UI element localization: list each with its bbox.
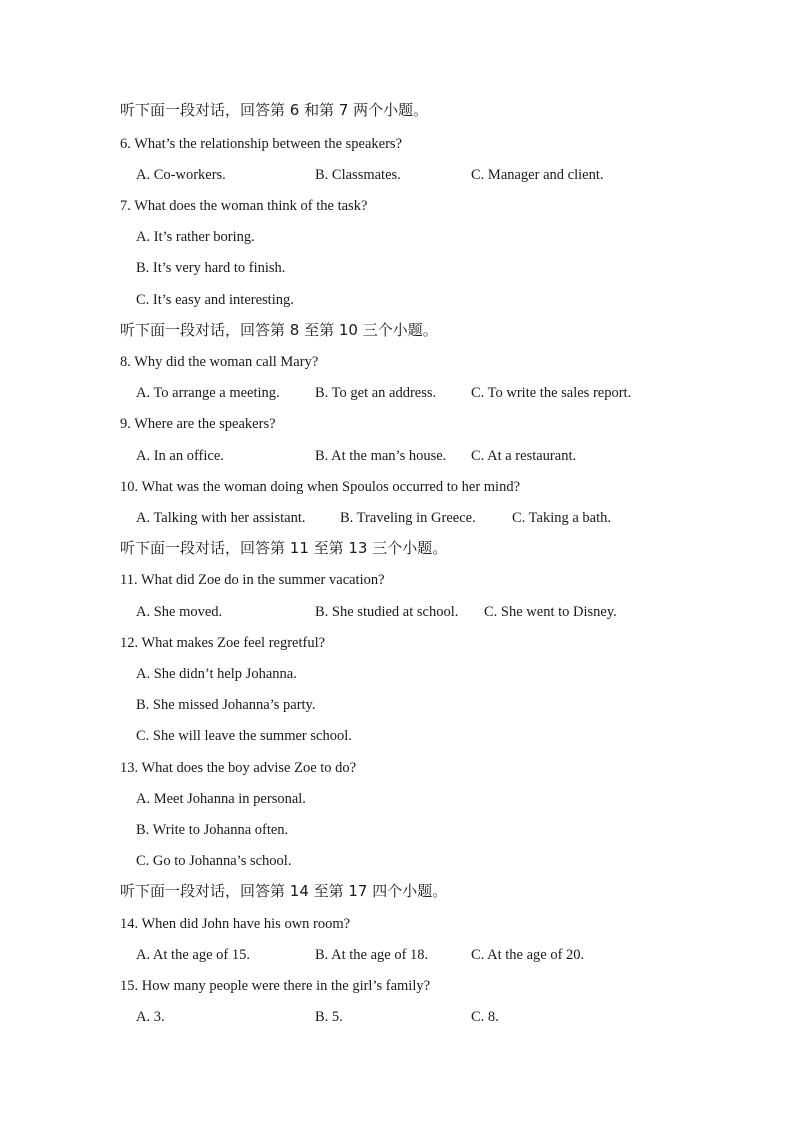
question-14: 14. When did John have his own room? <box>120 916 351 932</box>
option-c: C. She will leave the summer school. <box>136 728 352 744</box>
option-a: A. In an office. <box>136 448 224 464</box>
question-15: 15. How many people were there in the girl’s family? <box>120 978 431 994</box>
option-a: A. It’s rather boring. <box>136 229 255 245</box>
option-b: B. To get an address. <box>315 385 437 401</box>
option-c: C. She went to Disney. <box>484 604 617 620</box>
question-10: 10. What was the woman doing when Spoulos occurred to her mind? <box>120 479 521 495</box>
option-b: B. At the age of 18. <box>315 947 429 963</box>
option-c: C. Manager and client. <box>471 167 604 183</box>
option-a: A. Co-workers. <box>136 167 226 183</box>
option-a: A. 3. <box>136 1009 165 1025</box>
option-c: C. At a restaurant. <box>471 448 577 464</box>
question-9: 9. Where are the speakers? <box>120 416 276 432</box>
section-header: 听下面一段对话，回答第 6 和第 7 两个小题。 <box>120 101 429 119</box>
option-c: C. It’s easy and interesting. <box>136 292 294 308</box>
option-a: A. At the age of 15. <box>136 947 250 963</box>
option-b: B. Classmates. <box>315 167 401 183</box>
option-a: A. She didn’t help Johanna. <box>136 666 297 682</box>
option-c: C. At the age of 20. <box>471 947 585 963</box>
option-b: B. She missed Johanna’s party. <box>136 697 316 713</box>
option-c: C. 8. <box>471 1009 499 1025</box>
section-header: 听下面一段对话，回答第 8 至第 10 三个小题。 <box>120 321 438 339</box>
option-c: C. Taking a bath. <box>512 510 611 526</box>
option-b: B. At the man’s house. <box>315 448 447 464</box>
option-b: B. She studied at school. <box>315 604 459 620</box>
option-b: B. 5. <box>315 1009 343 1025</box>
section-header: 听下面一段对话，回答第 11 至第 13 三个小题。 <box>120 539 448 557</box>
section-header: 听下面一段对话，回答第 14 至第 17 四个小题。 <box>120 882 448 900</box>
option-b: B. It’s very hard to finish. <box>136 260 286 276</box>
option-a: A. To arrange a meeting. <box>136 385 280 401</box>
option-a: A. Talking with her assistant. <box>136 510 306 526</box>
option-b: B. Write to Johanna often. <box>136 822 289 838</box>
question-12: 12. What makes Zoe feel regretful? <box>120 635 326 651</box>
question-7: 7. What does the woman think of the task? <box>120 198 368 214</box>
option-a: A. She moved. <box>136 604 223 620</box>
question-6: 6. What’s the relationship between the speakers? <box>120 136 402 152</box>
option-c: C. To write the sales report. <box>471 385 632 401</box>
question-13: 13. What does the boy advise Zoe to do? <box>120 760 357 776</box>
option-a: A. Meet Johanna in personal. <box>136 791 306 807</box>
option-b: B. Traveling in Greece. <box>340 510 476 526</box>
option-c: C. Go to Johanna’s school. <box>136 853 292 869</box>
question-11: 11. What did Zoe do in the summer vacation? <box>120 572 385 588</box>
question-8: 8. Why did the woman call Mary? <box>120 354 319 370</box>
